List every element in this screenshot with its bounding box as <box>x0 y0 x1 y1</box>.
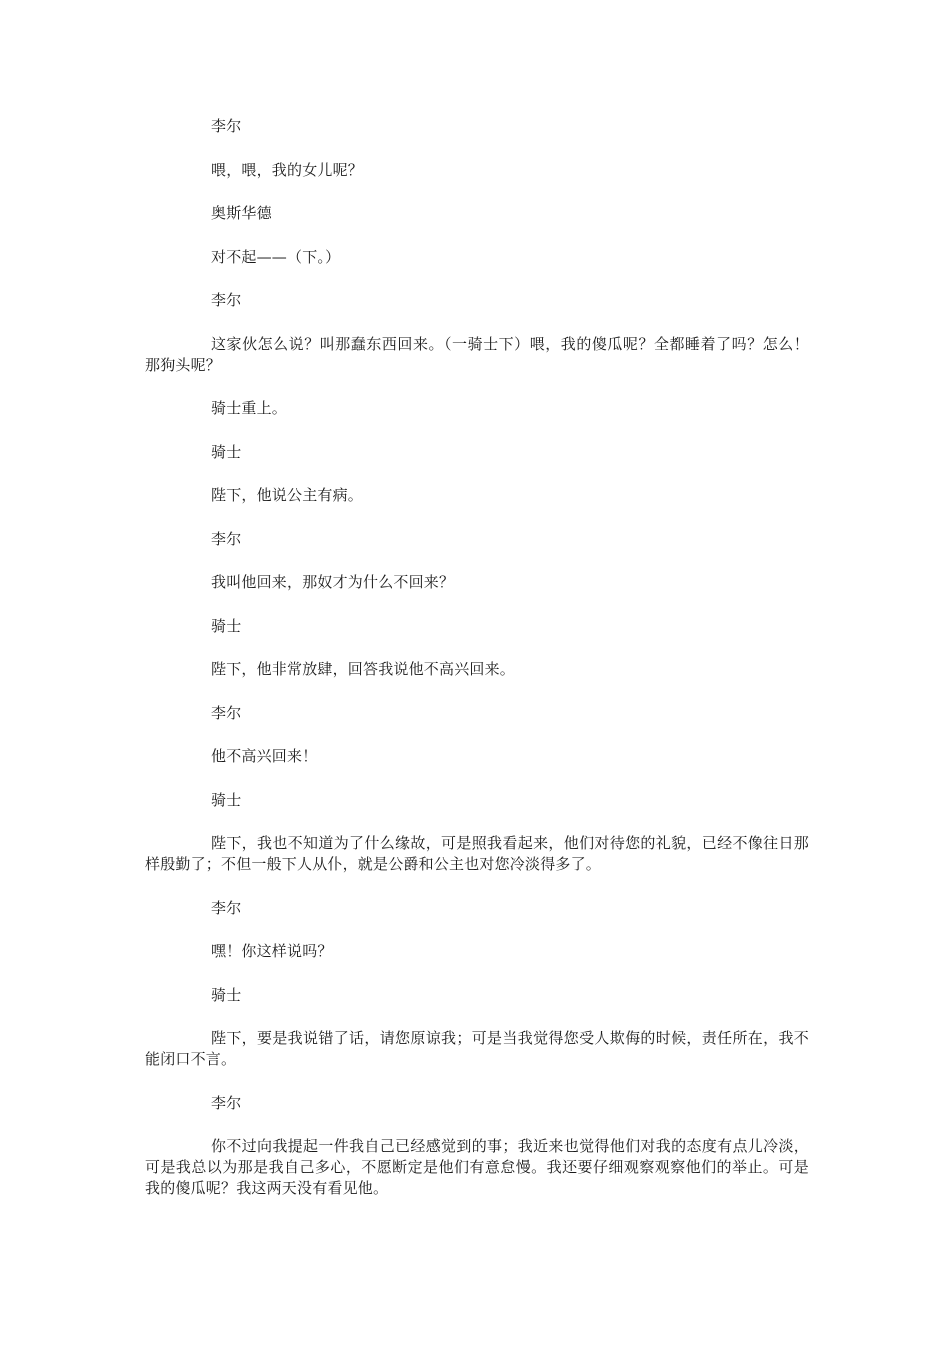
speaker-name: 骑士 <box>211 616 242 635</box>
dialogue-line: 我叫他回来，那奴才为什么不回来？ <box>211 573 455 591</box>
dialogue-line: 陛下，要是我说错了话，请您原谅我；可是当我觉得您受人欺侮的时候，责任所在，我不能闭口不言。 <box>145 1029 809 1068</box>
speaker-name: 骑士 <box>211 985 242 1004</box>
dialogue-line: 陛下，我也不知道为了什么缘故，可是照我看起来，他们对待您的礼貌，已经不像往日那样殷勤了；不但一般下人从仆，就是公爵和公主也对您冷淡得多了。 <box>145 834 809 873</box>
dialogue-line: 陛下，他说公主有病。 <box>211 486 364 504</box>
stage-direction: 骑士重上。 <box>211 399 288 417</box>
dialogue-line: 喂，喂，我的女儿呢？ <box>211 160 364 179</box>
dialogue-line: 他不高兴回来！ <box>211 747 318 765</box>
speaker-name: 李尔 <box>211 529 242 548</box>
speaker-name: 李尔 <box>211 703 242 722</box>
dialogue-line: 对不起——（下。） <box>211 247 341 266</box>
dialogue-line: 陛下，他非常放肆，回答我说他不高兴回来。 <box>211 660 516 678</box>
dialogue-line: 嘿！你这样说吗？ <box>211 942 333 960</box>
speaker-name: 李尔 <box>211 291 242 309</box>
speaker-name: 李尔 <box>211 1093 242 1112</box>
speaker-name: 骑士 <box>211 790 242 809</box>
speaker-name: 骑士 <box>211 442 242 461</box>
speaker-name: 李尔 <box>211 117 242 135</box>
dialogue-line: 你不过向我提起一件我自己已经感觉到的事；我近来也觉得他们对我的态度有点儿冷淡，可是我总以为那是我自己多心，不愿断定是他们有意怠慢。我还要仔细观察观察他们的举止。可是我的傻瓜呢？我这两天没有看见他。 <box>145 1137 809 1197</box>
script-text-body <box>145 116 809 1222</box>
speaker-name: 李尔 <box>211 898 242 917</box>
dialogue-line: 这家伙怎么说？叫那蠢东西回来。（一骑士下）喂，我的傻瓜呢？全都睡着了吗？怎么！那狗头呢？ <box>145 334 809 374</box>
speaker-name: 奥斯华德 <box>211 204 272 222</box>
